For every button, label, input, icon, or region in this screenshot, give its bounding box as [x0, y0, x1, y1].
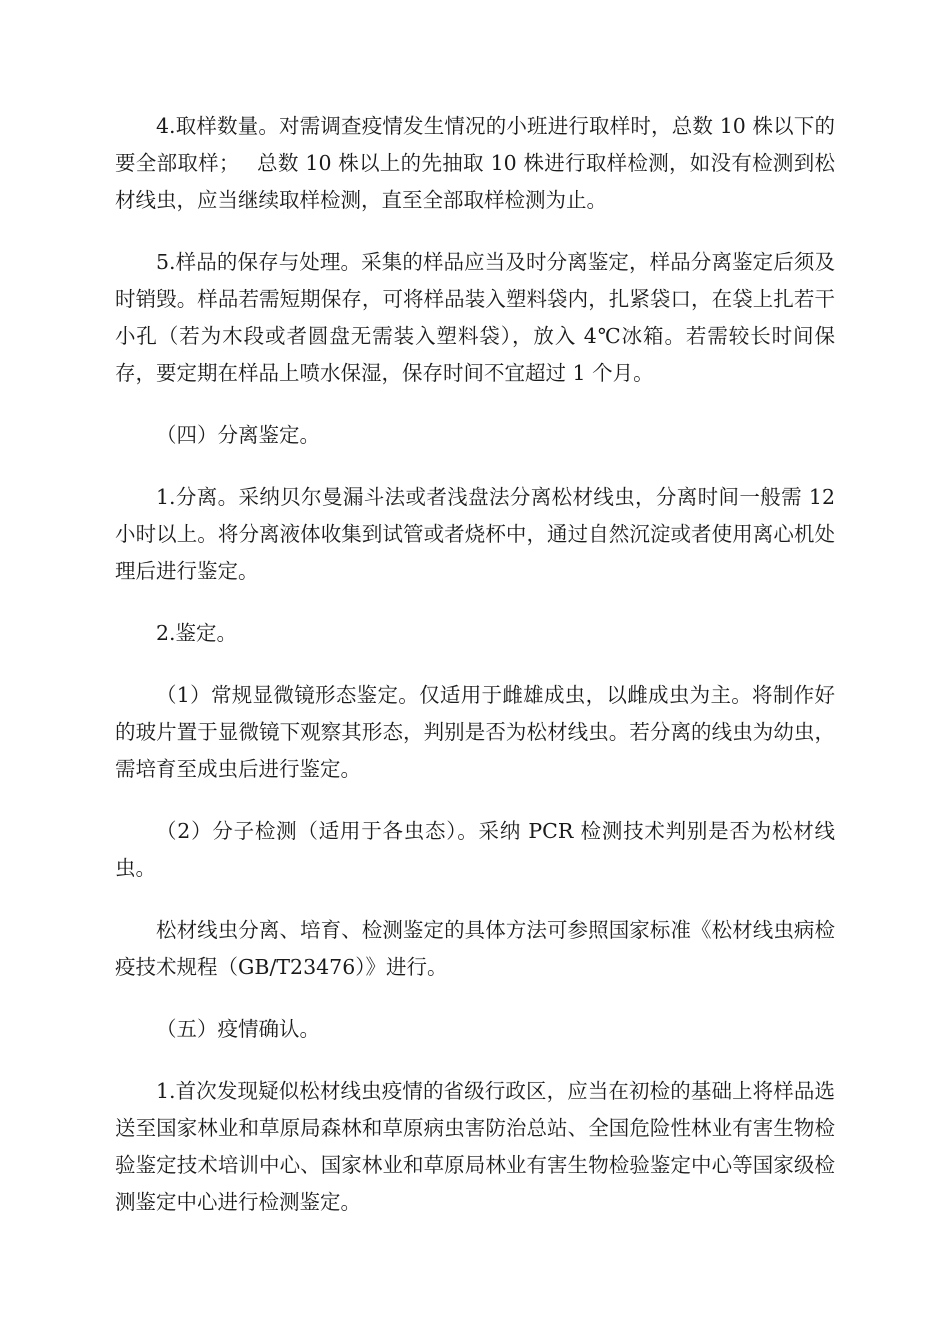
- paragraph-sampling-quantity: 4.取样数量。对需调查疫情发生情况的小班进行取样时，总数 10 株以下的要全部取样； 总数 10 株以上的先抽取 10 株进行取样检测，如没有检测到松材线虫，应当继续取样检测，直至全部取样检测为止。: [115, 114, 835, 212]
- paragraph-microscope-identification: （1）常规显微镜形态鉴定。仅适用于雌雄成虫，以雌成虫为主。将制作好的玻片置于显微镜下观察其形态，判别是否为松材线虫。若分离的线虫为幼虫，需培育至成虫后进行鉴定。: [115, 683, 835, 781]
- document-page: [115, 108, 835, 1246]
- section-heading-separation-identification: （四）分离鉴定。: [156, 423, 320, 447]
- paragraph-standard-reference: 松材线虫分离、培育、检测鉴定的具体方法可参照国家标准《松材线虫病检疫技术规程（GB/T23476）》进行。: [115, 918, 835, 979]
- paragraph-separation: 1.分离。采纳贝尔曼漏斗法或者浅盘法分离松材线虫，分离时间一般需 12 小时以上。将分离液体收集到试管或者烧杯中，通过自然沉淀或者使用离心机处理后进行鉴定。: [115, 485, 835, 583]
- paragraph-sample-storage: 5.样品的保存与处理。采集的样品应当及时分离鉴定，样品分离鉴定后须及时销毁。样品若需短期保存，可将样品装入塑料袋内，扎紧袋口，在袋上扎若干小孔（若为木段或者圆盘无需装入塑料袋），放入 4℃冰箱。若需较长时间保存，要定期在样品上喷水保湿，保存时间不宜超过 1 个月。: [115, 250, 835, 385]
- section-heading-epidemic-confirmation: （五）疫情确认。: [156, 1017, 320, 1041]
- paragraph-molecular-detection: （2）分子检测（适用于各虫态）。采纳 PCR 检测技术判别是否为松材线虫。: [115, 819, 835, 880]
- subheading-identification: 2.鉴定。: [156, 621, 238, 645]
- paragraph-first-discovery: 1.首次发现疑似松材线虫疫情的省级行政区，应当在初检的基础上将样品选送至国家林业和草原局森林和草原病虫害防治总站、全国危险性林业有害生物检验鉴定技术培训中心、国家林业和草原局林业有害生物检验鉴定中心等国家级检测鉴定中心进行检测鉴定。: [115, 1079, 835, 1214]
